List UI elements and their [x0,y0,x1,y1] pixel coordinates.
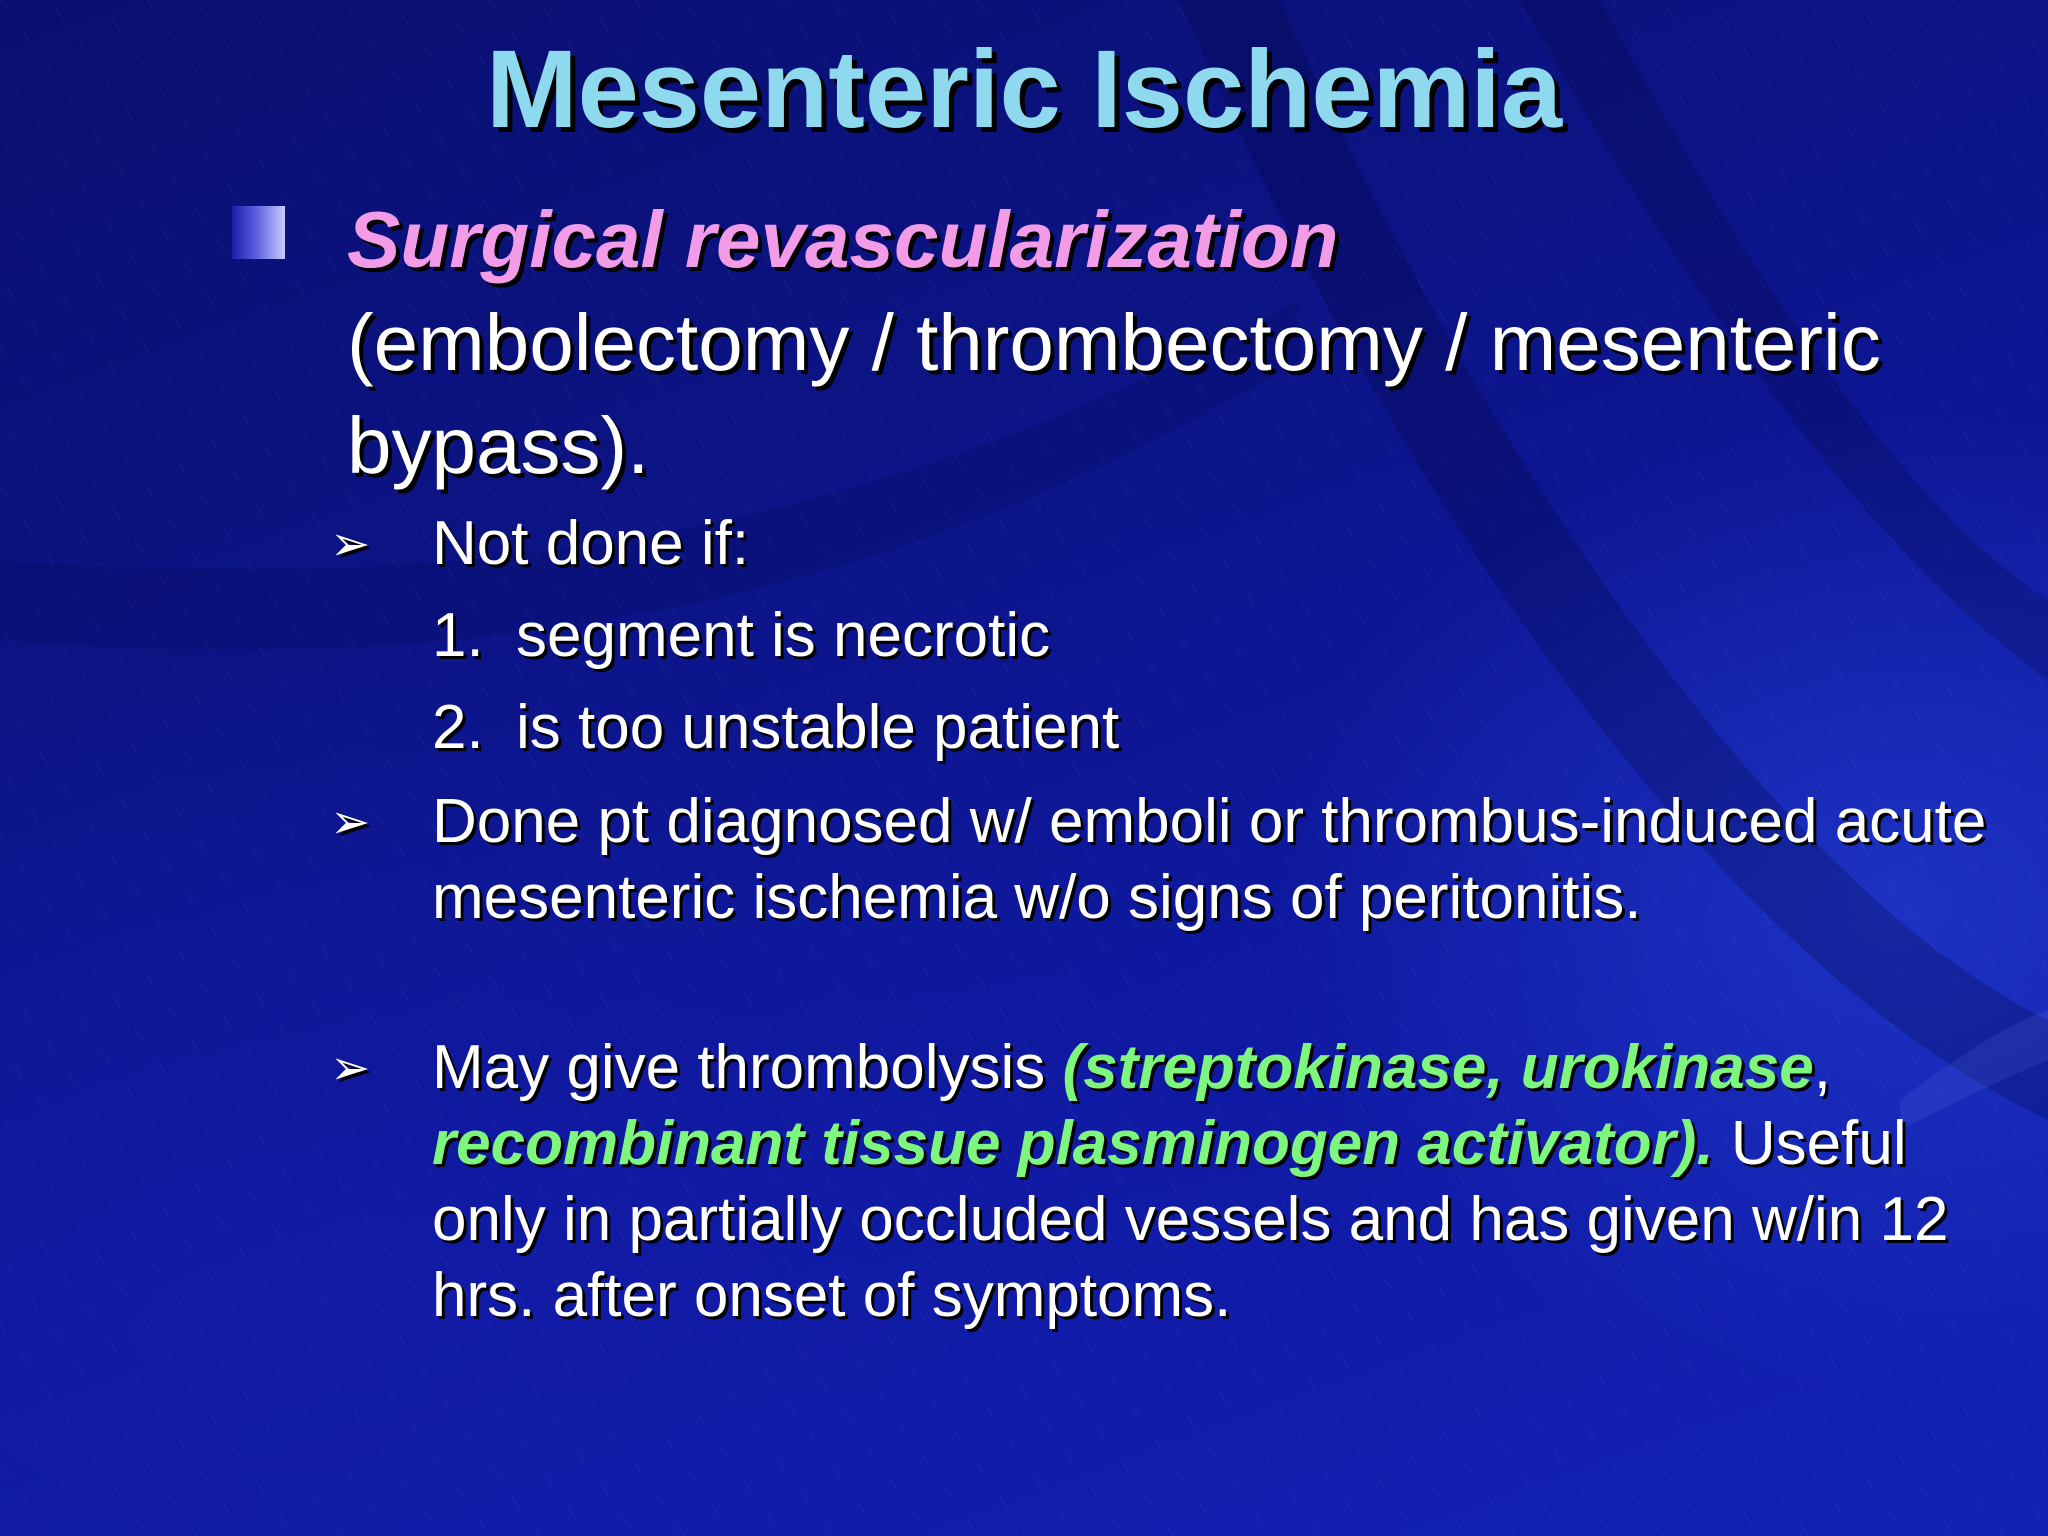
thrombolysis-tail: Useful only in partially occluded vessels and has given w/in 12 hrs. after onset of symptoms. [432,1109,1949,1330]
item-text: segment is necrotic [516,601,1051,670]
square-bullet-icon [232,206,285,259]
item-number: 2. [432,693,484,762]
sub-bullet-text: Not done if: [432,509,750,578]
arrow-bullet-icon: ➢ [330,794,371,850]
main-bullet-emphasis: Surgical revascularization [347,195,1339,284]
main-bullet-text: (embolectomy / thrombectomy / mesenteric bypass). [347,298,1881,490]
sub-bullet-text: Done pt diagnosed w/ emboli or thrombus-induced acute mesenteric ischemia w/o signs of peritonitis. [432,787,1987,932]
sub-bullet-text [432,1030,1992,1334]
item-number: 1. [432,601,484,670]
thrombolysis-lead: May give thrombolysis [432,1033,1063,1102]
main-bullet [347,188,1947,497]
drug-separator: , [1813,1033,1831,1102]
arrow-bullet-icon: ➢ [330,516,371,572]
arrow-bullet-icon: ➢ [330,1040,371,1096]
item-text: is too unstable patient [516,693,1120,762]
slide-title: Mesenteric Ischemia [485,28,1563,151]
drug-list-part1: (streptokinase, urokinase [1062,1033,1814,1102]
drug-list-part2: recombinant tissue plasminogen activator). [432,1109,1714,1178]
